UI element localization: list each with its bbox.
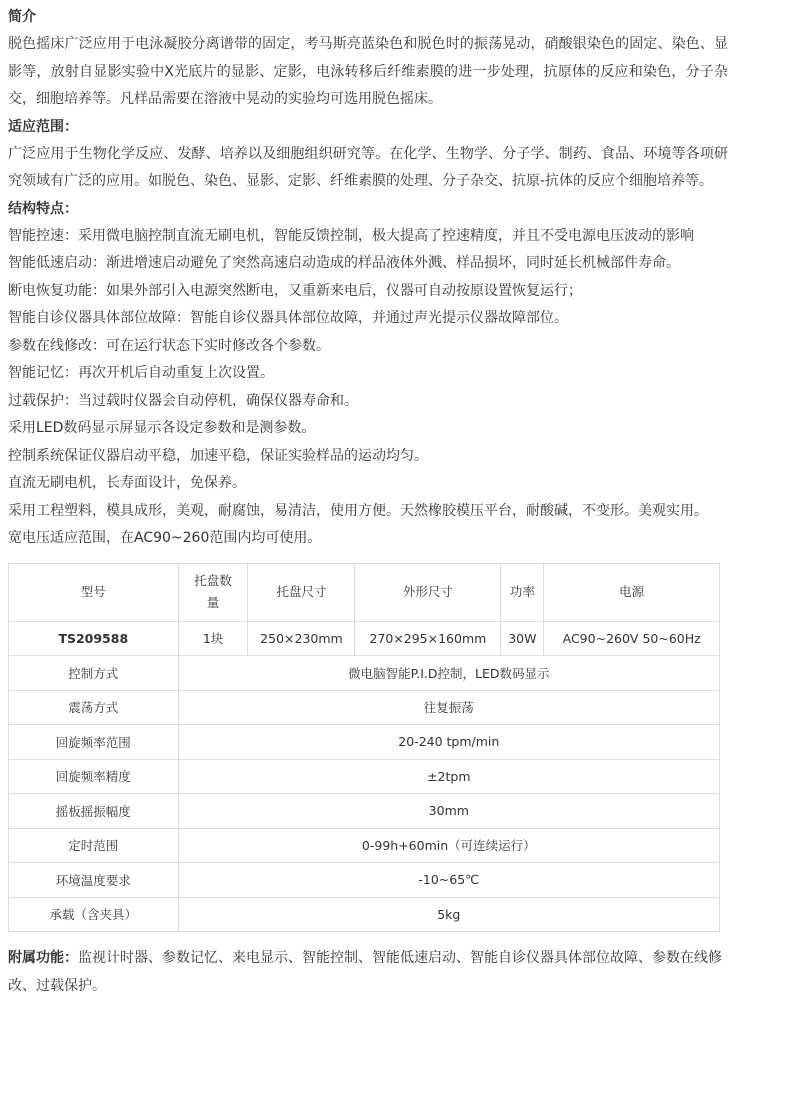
spec-label: 定时范围 [9,828,179,863]
spec-value: 5kg [178,897,719,932]
feature-item: 智能控速：采用微电脑控制直流无刷电机，智能反馈控制，极大提高了控速精度，并且不受电源电压波动的影响 [8,227,694,244]
header-cell: 功率 [501,563,544,621]
accessory-label: 附属功能： [8,950,78,966]
table-row [9,690,720,725]
spec-value: 20-240 tpm/min [178,725,719,760]
spec-table-header-row [9,563,720,621]
tray-count-cell: 1块 [178,621,248,656]
feature-item: 过载保护：当过载时仪器会自动停机，确保仪器寿命和。 [8,392,358,409]
accessory-functions [8,944,728,1000]
power-cell: 30W [501,621,544,656]
header-cell: 型号 [9,563,179,621]
table-row [9,897,720,932]
spec-label: 震荡方式 [9,690,179,725]
spec-value: ±2tpm [178,759,719,794]
tray-size-cell: 250×230mm [248,621,355,656]
accessory-text: 监视计时器、参数记忆、来电显示、智能控制、智能低速启动、智能自诊仪器具体部位故障、参数在线修改、过载保护。 [8,950,722,994]
spec-table [8,563,720,933]
header-cell: 托盘尺寸 [248,563,355,621]
intro-heading: 简介 [8,9,36,25]
feature-item: 宽电压适应范围，在AC90~260范围内均可使用。 [8,530,322,546]
spec-value: 微电脑智能P.I.D控制，LED数码显示 [178,656,719,691]
table-row [9,759,720,794]
intro-text: 脱色摇床广泛应用于电泳凝胶分离谱带的固定，考马斯亮蓝染色和脱色时的振荡晃动，硝酸银染色的固定、染色、显影等，放射自显影实验中X光底片的显影、定影，电泳转移后纤维素膜的进一步处理，抗原体的反应和染色，分子杂交，细胞培养等。凡样品需要在溶液中晃动的实验均可选用脱色摇床。 [8,36,728,107]
scope-text: 广泛应用于生物化学反应、发酵、培养以及细胞组织研究等。在化学、生物学、分子学、制药、食品、环境等各项研究领域有广泛的应用。如脱色、染色、显影、定影、纤维素膜的处理、分子杂交、抗原-抗体的反应个细胞培养等。 [8,145,728,189]
spec-label: 回旋频率精度 [9,759,179,794]
table-row [9,656,720,691]
scope-heading: 适应范围： [8,118,78,135]
feature-item: 直流无刷电机，长寿面设计，免保养。 [8,475,246,491]
feature-item: 智能低速启动：渐进增速启动避免了突然高速启动造成的样品液体外溅、样品损坏，同时延长机械部件寿命。 [8,255,680,271]
spec-label: 摇板摇振幅度 [9,794,179,829]
spec-value: 0-99h+60min（可连续运行） [178,828,719,863]
spec-label: 回旋频率范围 [9,725,179,760]
feature-item: 智能自诊仪器具体部位故障：智能自诊仪器具体部位故障，并通过声光提示仪器故障部位。 [8,310,568,326]
header-cell: 托盘数量 [178,563,248,621]
table-row [9,828,720,863]
outer-size-cell: 270×295×160mm [355,621,501,656]
feature-item: 采用工程塑料，模具成形，美观，耐腐蚀，易清洁，使用方便。天然橡胶模压平台，耐酸碱，不变形。美观实用。 [8,502,708,519]
spec-label: 承载（含夹具） [9,897,179,932]
feature-item: 采用LED数码显示屏显示各设定参数和是测参数。 [8,420,316,436]
model-cell: TS209588 [9,621,179,656]
feature-item: 参数在线修改：可在运行状态下实时修改各个参数。 [8,337,330,354]
feature-item: 控制系统保证仪器启动平稳，加速平稳，保证实验样品的运动均匀。 [8,447,428,464]
power-supply-cell: AC90~260V 50~60Hz [544,621,720,656]
header-cell: 电源 [544,563,720,621]
model-row [9,621,720,656]
table-row [9,794,720,829]
features-heading: 结构特点： [8,200,78,217]
table-row [9,725,720,760]
spec-label: 控制方式 [9,656,179,691]
table-row [9,863,720,898]
feature-item: 智能记忆：再次开机后自动重复上次设置。 [8,365,274,381]
spec-value: 30mm [178,794,719,829]
spec-value: 往复振荡 [178,690,719,725]
header-cell: 外形尺寸 [355,563,501,621]
spec-value: -10~65℃ [178,863,719,898]
spec-label: 环境温度要求 [9,863,179,898]
feature-item: 断电恢复功能：如果外部引入电源突然断电，又重新来电后，仪器可自动按原设置恢复运行； [8,282,582,299]
